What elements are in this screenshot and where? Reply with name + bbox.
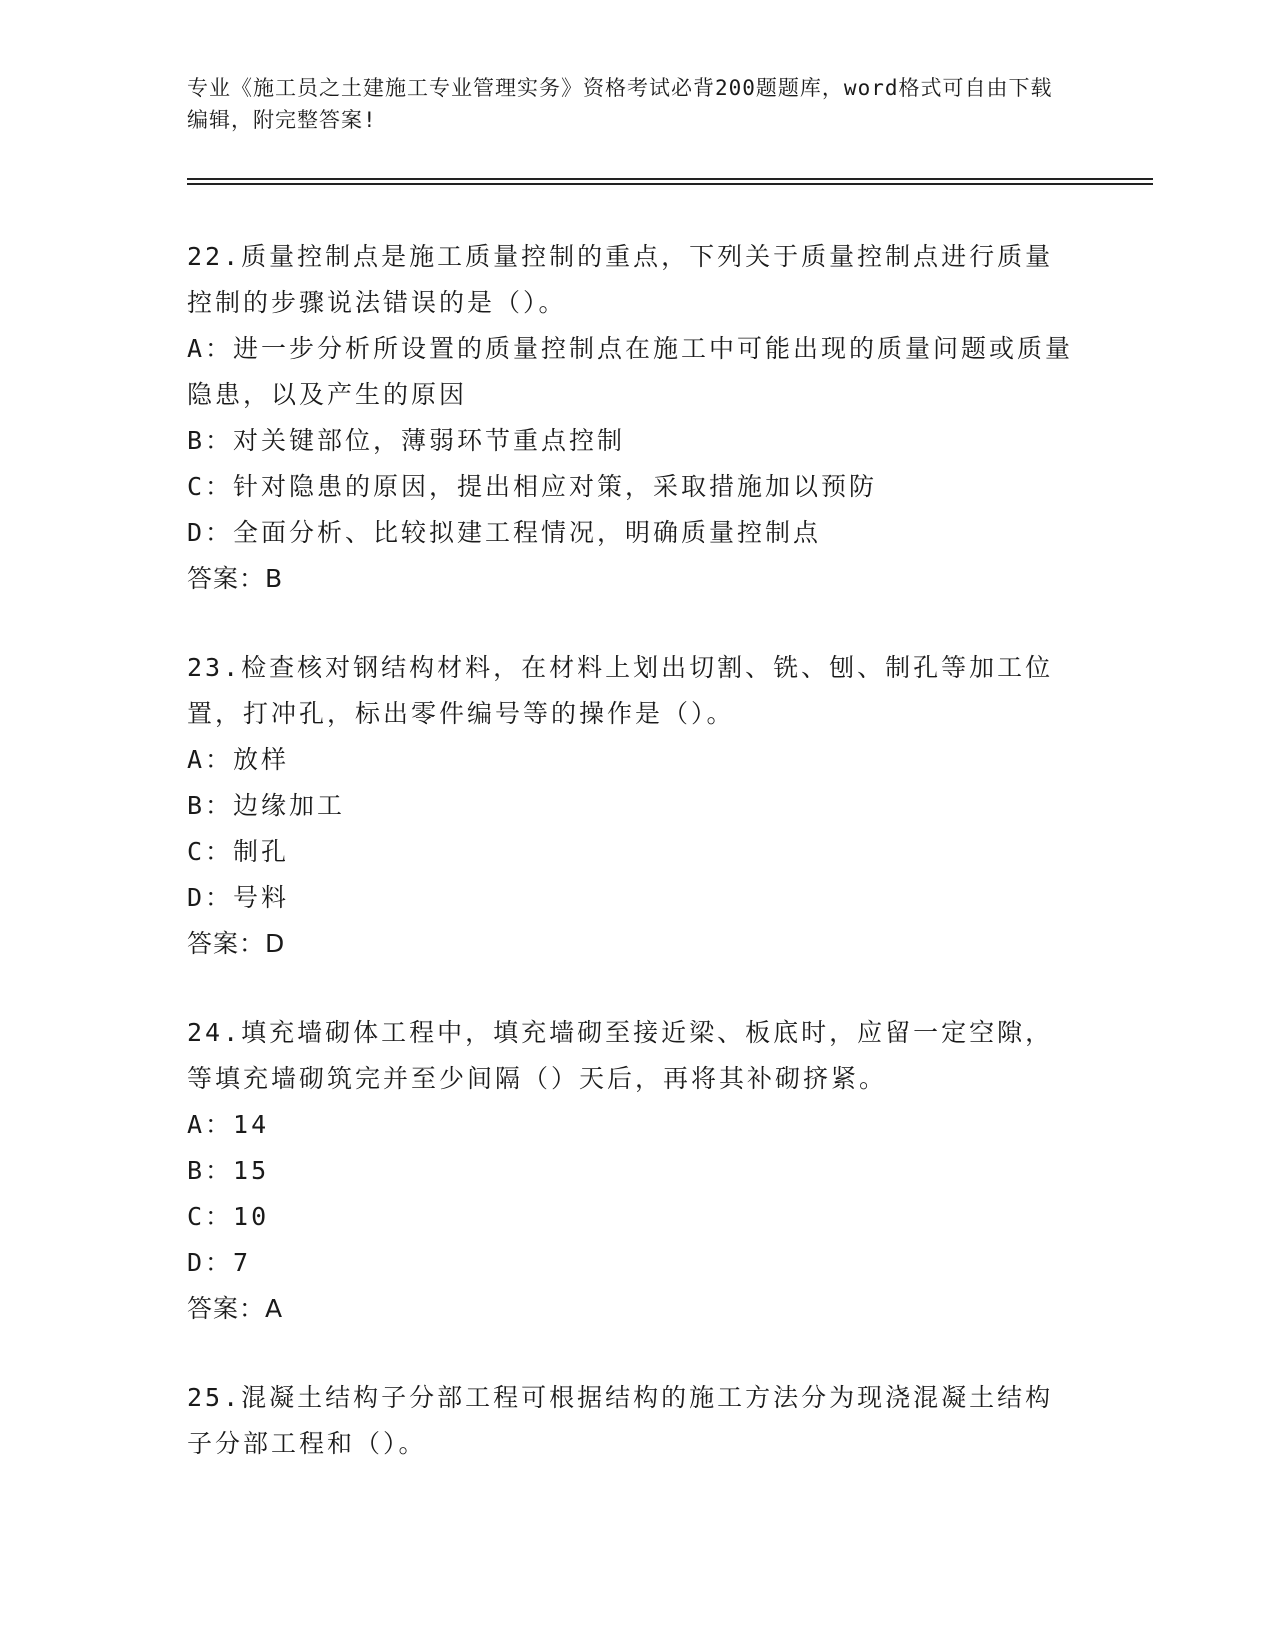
answer-line: 答案：A: [187, 1294, 284, 1323]
option-a: A：14: [187, 1110, 270, 1139]
question-stem: 24.填充墙砌体工程中，填充墙砌至接近梁、板底时，应留一定空隙，等填充墙砌筑完并至少间隔（）天后，再将其补砌挤紧。: [187, 1018, 1054, 1093]
question-stem: 22.质量控制点是施工质量控制的重点，下列关于质量控制点进行质量控制的步骤说法错误的是（）。: [187, 242, 1054, 317]
option-a: A：进一步分析所设置的质量控制点在施工中可能出现的质量问题或质量隐患，以及产生的原因: [187, 334, 1074, 409]
option-b: B：15: [187, 1156, 270, 1185]
header-title: 专业《施工员之土建施工专业管理实务》资格考试必背200题题库，word格式可自由下载编辑，附完整答案!: [187, 76, 1053, 132]
option-b: B：对关键部位，薄弱环节重点控制: [187, 426, 626, 455]
question-22: [187, 234, 1077, 602]
question-stem: 25.混凝土结构子分部工程可根据结构的施工方法分为现浇混凝土结构子分部工程和（）。: [187, 1383, 1054, 1458]
option-c: C：制孔: [187, 837, 290, 866]
header-divider-top: [187, 178, 1153, 180]
option-a: A：放样: [187, 745, 290, 774]
option-c: C：针对隐患的原因，提出相应对策，采取措施加以预防: [187, 472, 878, 501]
answer-line: 答案：D: [187, 929, 286, 958]
option-d: D：7: [187, 1248, 252, 1277]
header-divider-bottom: [187, 183, 1153, 185]
document-header: [187, 72, 1067, 136]
question-24: [187, 1010, 1077, 1332]
answer-line: 答案：B: [187, 564, 284, 593]
option-d: D：全面分析、比较拟建工程情况，明确质量控制点: [187, 518, 822, 547]
option-d: D：号料: [187, 883, 290, 912]
question-stem: 23.检查核对钢结构材料，在材料上划出切割、铣、刨、制孔等加工位置，打冲孔，标出零件编号等的操作是（）。: [187, 653, 1054, 728]
option-b: B：边缘加工: [187, 791, 346, 820]
question-25: [187, 1375, 1077, 1467]
option-c: C：10: [187, 1202, 270, 1231]
question-23: [187, 645, 1077, 967]
